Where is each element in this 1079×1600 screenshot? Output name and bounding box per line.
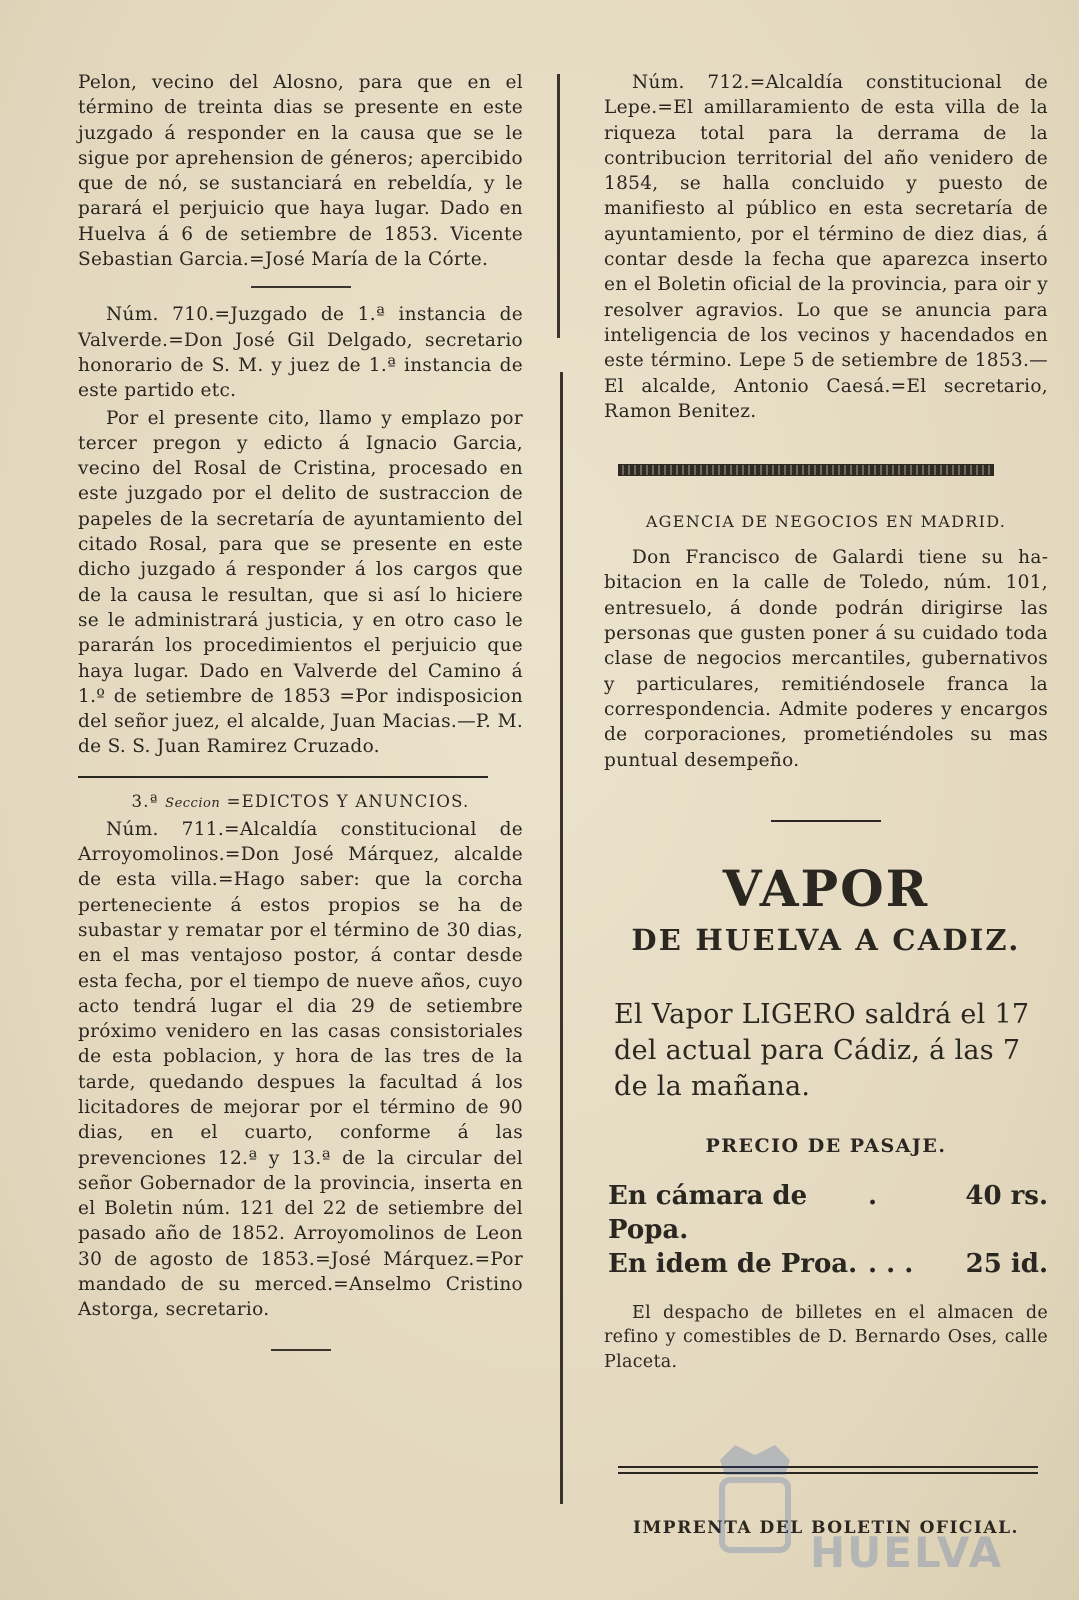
price-amount: 40 rs. xyxy=(965,1180,1048,1211)
price-amount: 25 id. xyxy=(965,1248,1048,1279)
section-heading xyxy=(78,792,523,811)
watermark-text: HUELVA xyxy=(810,1528,1004,1577)
despacho-text: El despacho de billetes en el almacen de refino y comestibles de D. Bernardo Oses, calle Placeta. xyxy=(604,1302,1048,1372)
notice-712: Núm. 712.=Alcaldía constitucional de Lepe.=El amillaramiento de esta villa de la riqueza total para la derrama de la contribucion territorial del año venidero de 1854, se halla concluido y puesto de manifiesto al público en esta secretaría de ayuntamiento, por el término de diez dias, á contar desde la fecha que aparezca inserto en el Boletin oficial de la provincia, para oir y resolver agravios. Lo que se anuncia para inteligencia de los vecinos y hacendados en este término. Lepe 5 de setiembre de 1853.—El alcalde, Antonio Caesá.=El secretario, Ramon Benitez. xyxy=(604,72,1048,422)
price-label: En idem de Proa. xyxy=(608,1248,858,1279)
price-row-popa xyxy=(608,1179,1048,1247)
crown-shield-icon xyxy=(700,1440,810,1580)
notice-continuation: Pelon, vecino del Alosno, para que en el término de treinta dias se presente en este juzgado á responder en la causa que se le sigue por aprehension de géneros; apercibido que de nó, se sustanciará en rebeldía, y le parará el perjuicio que haya lugar. Dado en Huelva á 6 de setiembre de 1853. Vicente Sebastian Garcia.=José María de la Córte. xyxy=(78,72,523,271)
section-title: =EDICTOS Y ANUNCIOS. xyxy=(226,791,470,811)
column-divider xyxy=(560,372,563,1504)
agency-body: Don Francisco de Galardi tiene su habitacion en la calle de Toledo, núm. 101, entresuelo, á donde podrán dirigirse las personas que gusten poner á su cuidado toda clase de negocios mercantiles, gubernativos y particulares, remitiéndosele franca la correspondencia. Admite poderes y encargos de corporaciones, prometiéndoles su mas puntual desempeño. xyxy=(604,547,1048,771)
price-dots: . . . xyxy=(868,1248,914,1279)
notice-711: Núm. 711.=Alcaldía constitucional de Arroyomolinos.=Don José Márquez, alcalde de esta villa.=Hago saber: que la corcha perteneciente á estos propios se ha de subastar y rematar por el término de 30 dias, en el mas ventajoso postor, á contar desde esta fecha, por el tiempo de nueve años, cuyo acto tendrá lugar el dia 29 de setiembre próximo venidero en las casas consistoriales de esta poblacion, y hora de las tres de la tarde, quedando despues la facultad á los licitadores de mejorar por el término de 90 dias, en el cuarto, conforme á las prevenciones 12.ª y 13.ª de la circular del señor Gobernador de la provincia, inserta en el Boletin núm. 121 del 22 de setiembre del pasado año de 1852. Arroyomolinos de Leon 30 de agosto de 1853.=José Márquez.=Por mandado de su merced.=Anselmo Cristino Astorga, secretario. xyxy=(78,818,523,1321)
section-rule xyxy=(78,776,488,778)
left-column xyxy=(78,70,523,1361)
right-column xyxy=(604,70,1048,1538)
section-word: Seccion xyxy=(165,795,221,811)
agency-title: AGENCIA DE NEGOCIOS EN MADRID. xyxy=(645,512,1007,532)
imprint-line: IMPRENTA DEL BOLETIN OFICIAL. xyxy=(633,1518,1019,1539)
price-label: En cámara de Popa. xyxy=(608,1180,808,1245)
price-row-proa xyxy=(608,1247,1048,1281)
vapor-notice: El Vapor LIGERO saldrá el 17 del actual para Cádiz, á las 7 de la mañana. xyxy=(614,998,1030,1102)
ornament-bar xyxy=(618,464,994,476)
vapor-route: DE HUELVA A CADIZ. xyxy=(631,922,1021,957)
separator xyxy=(251,286,351,288)
section-number: 3.ª xyxy=(131,791,159,811)
ornament-divider xyxy=(604,813,1048,829)
column-divider xyxy=(557,74,560,338)
huelva-watermark-logo xyxy=(700,1440,1004,1580)
price-dots: . xyxy=(868,1180,878,1211)
separator xyxy=(271,1349,331,1351)
notice-710-heading: Núm. 710.=Juzgado de 1.ª instancia de Valverde.=Don José Gil Delgado, secretario honorario de S. M. y juez de 1.ª instancia de este partido etc. xyxy=(78,304,523,402)
precio-title: PRECIO DE PASAJE. xyxy=(705,1134,947,1157)
vapor-title: VAPOR xyxy=(722,858,930,918)
notice-710-body: Por el presente cito, llamo y emplazo por tercer pregon y edicto á Ignacio Garcia, vecino del Rosal de Cristina, procesado en este juzgado por el delito de sustraccion de papeles de la secretaría de ayuntamiento del citado Rosal, para que se presente en este dicho juzgado á responder á los cargos que de la causa le resultan, que si así lo hiciere se le administrará justicia, y en otro caso le pararán los procedimientos el perjuicio que haya lugar. Dado en Valverde del Camino á 1.º de setiembre de 1853 =Por indisposicion del señor juez, el alcalde, Juan Macias.—P. M. de S. S. Juan Ramirez Cruzado. xyxy=(78,407,523,758)
